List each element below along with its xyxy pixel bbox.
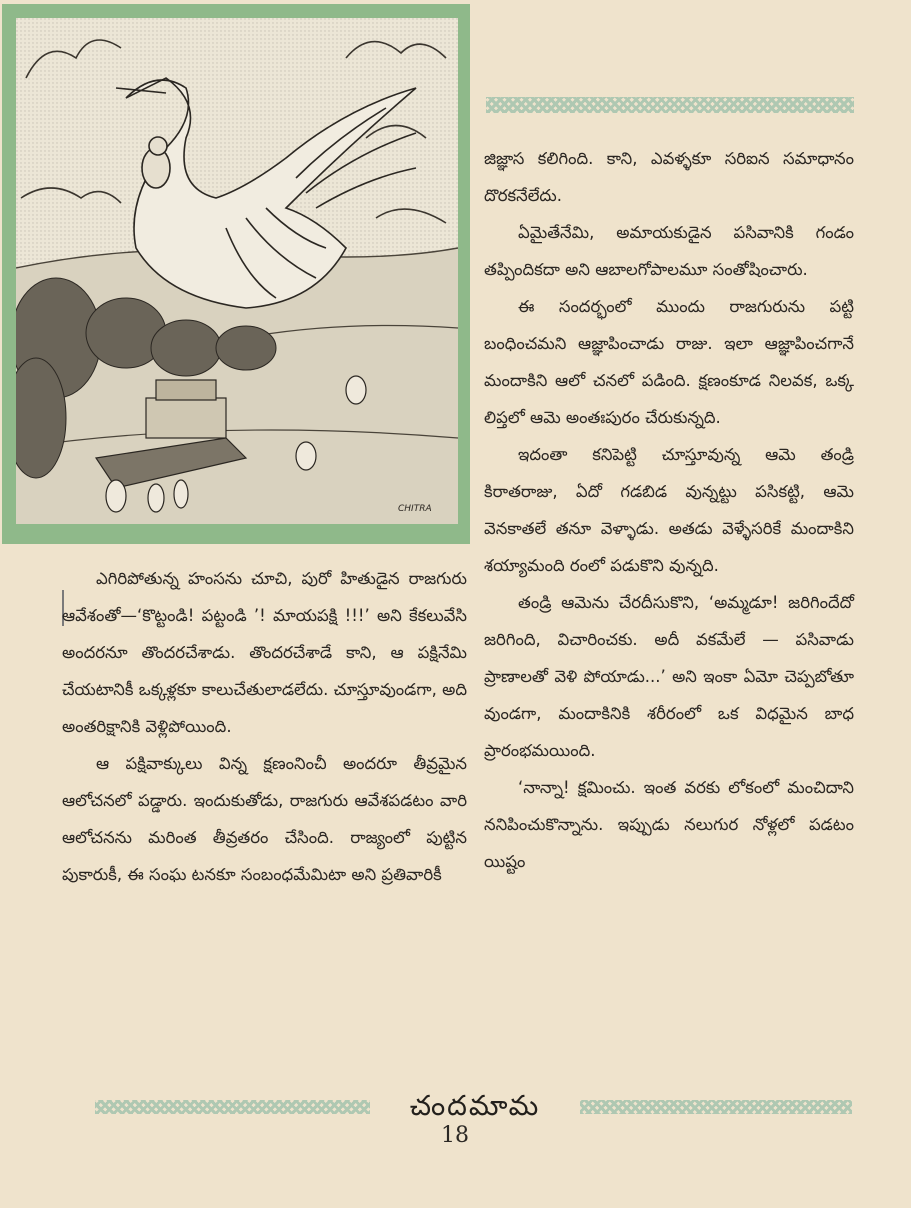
- paragraph: ఎగిరిపోతున్న హంసను చూచి, పురో హితుడైన రాజగురు ఆవేశంతో—‘కొట్టండి! పట్టండి ’! మాయపక్షి !!!’ అని కేకలువేసి అందరనూ తొందరచేశాడు. తొందరచేశాడే కాని, ఆ పక్షినేమి చేయటానికీ ఒక్కళ్లకూ కాలుచేతులాడలేదు. చూస్తూవుండగా, అది అంతరిక్షానికి వెళ్లిపోయింది.: [62, 569, 467, 736]
- paragraph: ‘నాన్నా! క్షమించు. ఇంత వరకు లోకంలో మంచిదాని ననిపించుకొన్నాను. ఇప్పుడు నలుగుర నోళ్లలో పడటం యిష్టం: [484, 778, 854, 871]
- illustration: [16, 18, 458, 524]
- decorative-border-right: [580, 1100, 852, 1114]
- paragraph: ఏమైతేనేమి, అమాయకుడైన పసివానికి గండం తప్పిందికదా అని ఆబాలగోపాలమూ సంతోషించారు.: [484, 223, 854, 279]
- paragraph: ఇదంతా కనిపెట్టి చూస్తూవున్న ఆమె తండ్రి కిరాతరాజు, ఏదో గడబిడ వున్నట్టు పసికట్టి, ఆమె వెనకాతలే తనూ వెళ్ళాడు. అతడు వెళ్ళేసరికే మందాకిని శయ్యామంది రంలో పడుకొని వున్నది.: [484, 445, 854, 575]
- page-number: 18: [441, 1123, 469, 1148]
- illustration-frame: [2, 4, 470, 544]
- right-column: [484, 140, 854, 880]
- decorative-border-top: [486, 97, 854, 113]
- paragraph: ఆ పక్షివాక్కులు విన్న క్షణంనించీ అందరూ తీవ్రమైన ఆలోచనలో పడ్డారు. ఇందుకుతోడు, రాజగురు ఆవేశపడటం వారి ఆలోచనను మరింత తీవ్రతరం చేసింది. రాజ్యంలో పుట్టిన పుకారుకీ, ఈ సంఘ టనకూ సంబంధమేమిటా అని ప్రతివారికీ: [62, 754, 467, 884]
- left-column: [62, 560, 467, 893]
- paragraph: జిజ్ఞాస కలిగింది. కాని, ఎవళ్ళకూ సరిఐన సమాధానం దొరకనేలేదు.: [484, 149, 854, 205]
- magazine-name: చందమామ: [409, 1089, 541, 1122]
- flying-swan-illustration: [16, 18, 458, 524]
- illustrator-signature: CHITRA: [398, 504, 432, 514]
- paragraph: ఈ సందర్భంలో ముందు రాజగురును పట్టి బంధించమని ఆజ్ఞాపించాడు రాజు. ఇలా ఆజ్ఞాపించగానే మందాకిని ఆలో చనలో పడింది. క్షణంకూడ నిలవక, ఒక్క లిప్తలో ఆమె అంతఃపురం చేరుకున్నది.: [484, 297, 854, 427]
- page-footer: [95, 1089, 855, 1123]
- paragraph: తండ్రి ఆమెను చేరదీసుకొని, ‘అమ్మడూ! జరిగిందేదో జరిగింది, విచారించకు. అదీ వకమేలే — పసివాడు ప్రాణాలతో వెళి పోయాడు...’ అని ఇంకా ఏమో చెప్పబోతూ వుండగా, మందాకినికి శరీరంలో ఒక విధమైన బాధ ప్రారంభమయింది.: [484, 593, 854, 760]
- decorative-border-left: [95, 1100, 370, 1114]
